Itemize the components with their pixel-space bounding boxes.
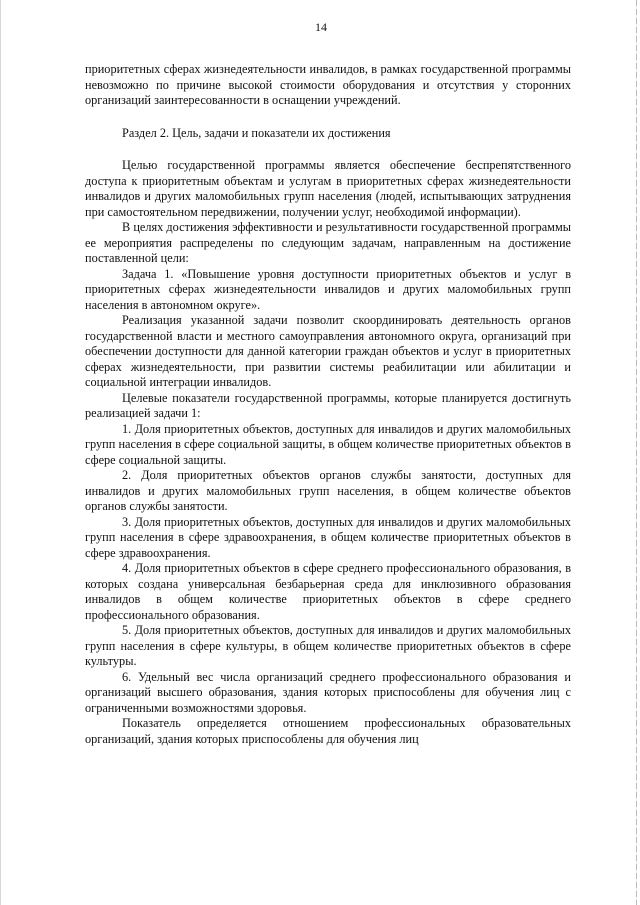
indicator-item-4: 4. Доля приоритетных объектов в сфере среднего профессионального образования, в которых создана универсальная безбарьерная среда для инклюзивного образования инвалидов в общем количестве приоритетных объектов в сфере среднего профессионального образования. bbox=[85, 561, 571, 622]
paragraph-indicators-intro: Целевые показатели государственной программы, которые планируется достигнуть реализацией задачи 1: bbox=[85, 390, 571, 420]
paragraph-task-1: Задача 1. «Повышение уровня доступности приоритетных объектов и услуг в приоритетных сферах жизнедеятельности инвалидов и других маломобильных групп населения в автономном округе». bbox=[85, 266, 571, 312]
paragraph-goal: Целью государственной программы является обеспечение беспрепятственного доступа к приоритетным объектам и услугам в приоритетных сферах жизнедеятельности инвалидов и других маломобильных групп населения (людей, испытывающих затруднения при самостоятельном передвижении, получении услуг, необходимой информации). bbox=[85, 158, 571, 219]
indicator-item-1: 1. Доля приоритетных объектов, доступных для инвалидов и других маломобильных групп населения в сфере социальной защиты, в общем количестве приоритетных объектов в сфере социальной защиты. bbox=[85, 421, 571, 467]
paragraph-indicator-definition: Показатель определяется отношением профессиональных образовательных организаций, здания которых приспособлены для обучения лиц bbox=[85, 716, 571, 746]
indicator-item-3: 3. Доля приоритетных объектов, доступных для инвалидов и других маломобильных групп населения в сфере здравоохранения, в общем количестве приоритетных объектов в сфере здравоохранения. bbox=[85, 514, 571, 560]
indicator-item-5: 5. Доля приоритетных объектов, доступных для инвалидов и других маломобильных групп населения в сфере культуры, в общем количестве приоритетных объектов в сфере культуры. bbox=[85, 623, 571, 668]
page-number: 14 bbox=[315, 20, 327, 34]
section-heading: Раздел 2. Цель, задачи и показатели их достижения bbox=[122, 125, 391, 140]
scan-edge bbox=[636, 0, 637, 905]
indicator-item-2: 2. Доля приоритетных объектов органов службы занятости, доступных для инвалидов и других маломобильных групп населения, в общем количестве объектов органов службы занятости. bbox=[85, 468, 571, 513]
paragraph-continuation: приоритетных сферах жизнедеятельности инвалидов, в рамках государственной программы невозможно по причине высокой стоимости оборудования и отсутствия у сторонних организаций заинтересованности в оснащении учреждений. bbox=[85, 62, 571, 107]
paragraph-task-implementation: Реализация указанной задачи позволит скоординировать деятельность органов государственной власти и местного самоуправления автономного округа, организаций при обеспечении доступности для данной категории граждан объектов и услуг в приоритетных сферах жизнедеятельности, при развитии системы реабилитации или абилитации и социальной интеграции инвалидов. bbox=[85, 313, 571, 389]
indicator-item-6: 6. Удельный вес числа организаций среднего профессионального образования и организаций высшего образования, здания которых приспособлены для обучения лиц с ограниченными возможностями здоровья. bbox=[85, 669, 571, 715]
paragraph-tasks-intro: В целях достижения эффективности и результативности государственной программы ее мероприятия распределены по следующим задачам, направленным на достижение поставленной цели: bbox=[85, 220, 571, 265]
page-body bbox=[85, 62, 571, 747]
